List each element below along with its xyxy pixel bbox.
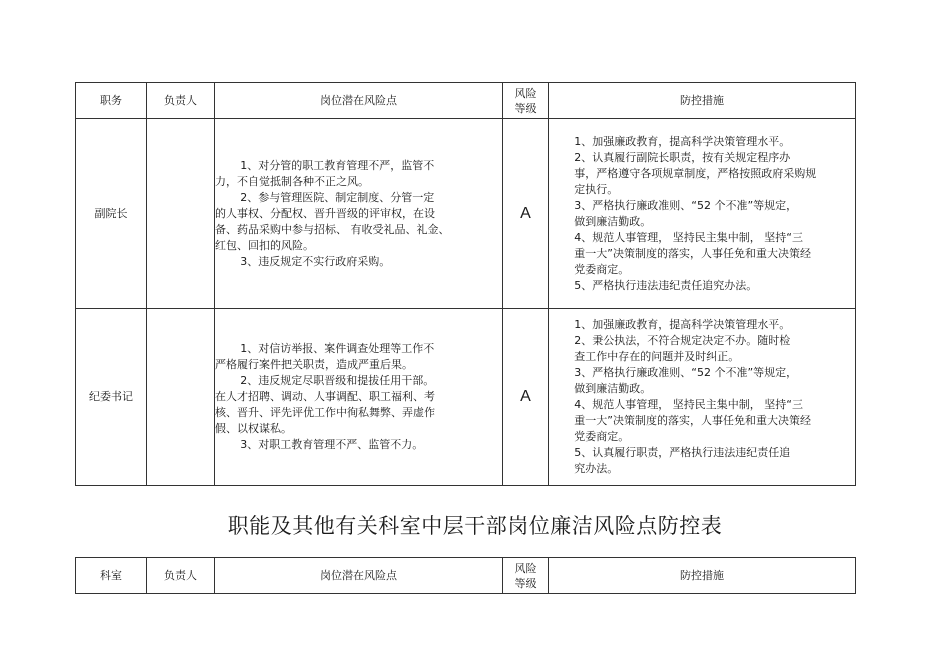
risk-point-line: 1、对信访举报、案件调查处理等工作不 bbox=[240, 342, 435, 355]
header-owner: 负责人 bbox=[147, 558, 215, 594]
header-risk-level-line2: 等级 bbox=[514, 101, 537, 115]
header-risk-points: 岗位潜在风险点 bbox=[215, 558, 503, 594]
header-risk-points: 岗位潜在风险点 bbox=[215, 83, 503, 119]
risk-point-line: 红包、回扣的风险。 bbox=[215, 238, 314, 252]
measure-line: 4、规范人事管理， 坚持民主集中制， 坚持“三 bbox=[574, 230, 803, 244]
position-cell: 副院长 bbox=[76, 119, 147, 309]
measure-line: 2、认真履行副院长职责，按有关规定程序办 bbox=[574, 150, 791, 164]
measure-line: 重一大”决策制度的落实，人事任免和重大决策经 bbox=[574, 414, 811, 427]
header-measures: 防控措施 bbox=[549, 83, 856, 119]
risk-point-line: 1、对分管的职工教育管理不严，监管不 bbox=[240, 158, 435, 172]
risk-point-line: 力，不自觉抵制各种不正之风。 bbox=[215, 174, 369, 188]
section-title: 职能及其他有关科室中层干部岗位廉洁风险点防控表 bbox=[227, 514, 723, 538]
owner-cell bbox=[147, 309, 215, 486]
risk-point-line: 的人事权、分配权、晋升晋级的评审权，在设 bbox=[215, 206, 435, 220]
table-header-row bbox=[76, 83, 856, 119]
measure-line: 2、秉公执法，不符合规定决定不办。随时检 bbox=[574, 334, 791, 347]
measure-line: 定执行。 bbox=[574, 182, 619, 196]
risk-point-line: 3、对职工教育管理不严、监管不力。 bbox=[240, 438, 424, 451]
risk-points-cell bbox=[215, 119, 503, 309]
risk-level-cell: A bbox=[503, 119, 549, 309]
measure-line: 查工作中存在的问题并及时纠正。 bbox=[574, 350, 740, 363]
measure-line: 3、严格执行廉政准则、“52 个不准”等规定， bbox=[574, 198, 798, 212]
measure-line: 5、严格执行违法违纪责任追究办法。 bbox=[574, 278, 758, 292]
owner-cell bbox=[147, 119, 215, 309]
risk-control-table-leaders bbox=[75, 82, 856, 486]
measure-line: 做到廉洁勤政。 bbox=[574, 382, 652, 395]
risk-point-line: 核、晋升、评先评优工作中徇私舞弊、弄虚作 bbox=[215, 406, 435, 419]
header-risk-level-line1: 风险 bbox=[514, 86, 537, 100]
risk-point-line: 2、违反规定尽职晋级和提拔任用干部。 bbox=[240, 374, 435, 387]
measures-cell bbox=[549, 309, 856, 486]
header-risk-level-line1: 风险 bbox=[514, 561, 537, 575]
measure-line: 党委商定。 bbox=[574, 262, 630, 276]
table-row bbox=[76, 119, 856, 309]
measure-line: 1、加强廉政教育，提高科学决策管理水平。 bbox=[574, 134, 791, 148]
position-cell: 纪委书记 bbox=[76, 309, 147, 486]
risk-level-cell: A bbox=[503, 309, 549, 486]
risk-point-line: 在人才招聘、调动、人事调配、职工福利、考 bbox=[215, 390, 435, 403]
header-measures: 防控措施 bbox=[549, 558, 856, 594]
table-header-row bbox=[76, 558, 856, 594]
measure-line: 究办法。 bbox=[574, 462, 619, 475]
risk-point-line: 假、以权谋私。 bbox=[215, 422, 292, 435]
header-position: 职务 bbox=[76, 83, 147, 119]
measure-line: 5、认真履行职责，严格执行违法违纪责任追 bbox=[574, 446, 791, 459]
header-department: 科室 bbox=[76, 558, 147, 594]
table-row bbox=[76, 309, 856, 486]
measure-line: 4、规范人事管理， 坚持民主集中制， 坚持“三 bbox=[574, 398, 803, 411]
header-risk-level-line2: 等级 bbox=[514, 576, 537, 590]
measure-line: 事，严格遵守各项规章制度，严格按照政府采购规 bbox=[574, 166, 817, 180]
header-risk-level bbox=[503, 558, 549, 594]
risk-point-line: 3、违反规定不实行政府采购。 bbox=[240, 254, 391, 268]
measure-line: 重一大”决策制度的落实，人事任免和重大决策经 bbox=[574, 246, 811, 260]
header-risk-level bbox=[503, 83, 549, 119]
header-owner: 负责人 bbox=[147, 83, 215, 119]
risk-point-line: 严格履行案件把关职责，造成严重后果。 bbox=[215, 358, 413, 371]
risk-point-line: 2、参与管理医院、制定制度、分管一定 bbox=[240, 190, 435, 204]
risk-points-cell bbox=[215, 309, 503, 486]
measures-cell bbox=[549, 119, 856, 309]
measure-line: 3、严格执行廉政准则、“52 个不准”等规定， bbox=[574, 366, 798, 379]
measure-line: 党委商定。 bbox=[574, 430, 630, 443]
risk-control-table-departments bbox=[75, 557, 856, 594]
measure-line: 1、加强廉政教育，提高科学决策管理水平。 bbox=[574, 318, 791, 331]
measure-line: 做到廉洁勤政。 bbox=[574, 214, 652, 228]
risk-point-line: 备、药品采购中参与招标、 有收受礼品、礼金、 bbox=[215, 222, 450, 236]
